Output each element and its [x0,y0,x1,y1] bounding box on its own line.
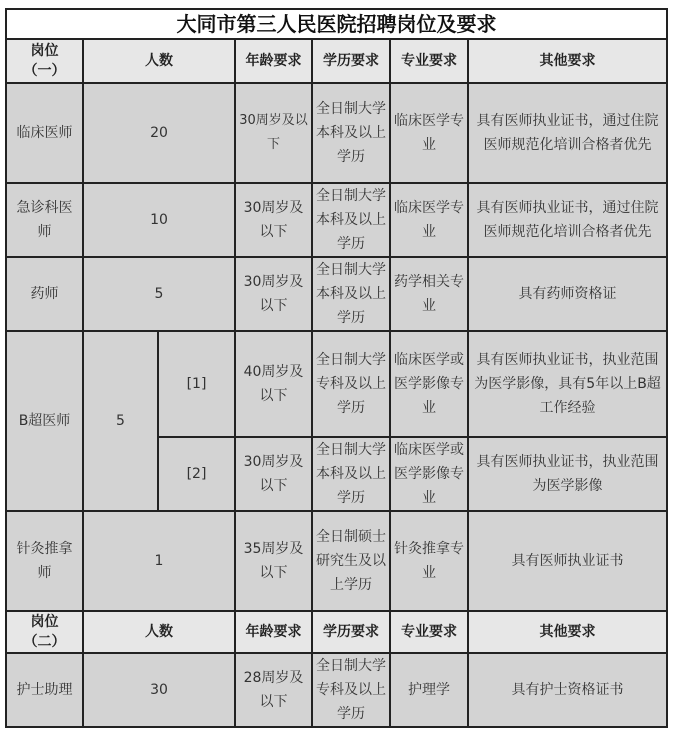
cell-education: 全日制大学专科及以上学历 [312,331,390,437]
recruitment-table [5,8,668,728]
cell-other: 具有药师资格证 [468,257,667,331]
header-other-1: 其他要求 [468,39,667,83]
cell-age: 30周岁及以下 [235,437,312,511]
cell-age: 40周岁及以下 [235,331,312,437]
cell-major: 临床医学专业 [390,183,468,257]
cell-major: 临床医学专业 [390,83,468,183]
header-position-1: 岗位 （一） [6,39,83,83]
cell-major: 针灸推拿专业 [390,511,468,611]
table-row [6,653,667,727]
header-other-2: 其他要求 [468,611,667,653]
cell-position: B超医师 [6,331,83,511]
header-age-1: 年龄要求 [235,39,312,83]
table-row [6,183,667,257]
cell-other: 具有医师执业证书，通过住院医师规范化培训合格者优先 [468,183,667,257]
cell-count: 5 [83,331,158,511]
cell-position: 针灸推拿师 [6,511,83,611]
cell-other: 具有医师执业证书，执业范围为医学影像，具有5年以上B超工作经验 [468,331,667,437]
cell-other: 具有护士资格证书 [468,653,667,727]
cell-sub-label: [1] [158,331,235,437]
header-age-2: 年龄要求 [235,611,312,653]
cell-education: 全日制大学本科及以上学历 [312,257,390,331]
cell-count: 5 [83,257,235,331]
cell-age: 35周岁及以下 [235,511,312,611]
table-title: 大同市第三人民医院招聘岗位及要求 [6,9,667,39]
table-row [6,511,667,611]
table-row [6,83,667,183]
header-education-2: 学历要求 [312,611,390,653]
cell-count: 1 [83,511,235,611]
cell-age: 30周岁及以下 [235,257,312,331]
cell-major: 药学相关专业 [390,257,468,331]
cell-count: 30 [83,653,235,727]
cell-education: 全日制大学本科及以上学历 [312,183,390,257]
header-major-1: 专业要求 [390,39,468,83]
header-major-2: 专业要求 [390,611,468,653]
cell-count: 20 [83,83,235,183]
cell-major: 护理学 [390,653,468,727]
cell-age: 30周岁及以下 [235,183,312,257]
cell-education: 全日制硕士研究生及以上学历 [312,511,390,611]
cell-age: 30周岁及以下 [235,83,312,183]
cell-position: 急诊科医师 [6,183,83,257]
cell-other: 具有医师执业证书，执业范围为医学影像 [468,437,667,511]
cell-sub-label: [2] [158,437,235,511]
table-row [6,257,667,331]
cell-other: 具有医师执业证书 [468,511,667,611]
header-count-1: 人数 [83,39,235,83]
cell-education: 全日制大学专科及以上学历 [312,653,390,727]
cell-major: 临床医学或医学影像专业 [390,437,468,511]
cell-count: 10 [83,183,235,257]
cell-age: 28周岁及以下 [235,653,312,727]
header-education-1: 学历要求 [312,39,390,83]
cell-position: 药师 [6,257,83,331]
recruitment-table-sheet [5,8,666,728]
header-position-2: 岗位 （二） [6,611,83,653]
table-row [6,331,667,437]
cell-other: 具有医师执业证书，通过住院医师规范化培训合格者优先 [468,83,667,183]
cell-education: 全日制大学本科及以上学历 [312,437,390,511]
cell-major: 临床医学或医学影像专业 [390,331,468,437]
cell-education: 全日制大学本科及以上学历 [312,83,390,183]
header-count-2: 人数 [83,611,235,653]
cell-position: 临床医师 [6,83,83,183]
cell-position: 护士助理 [6,653,83,727]
